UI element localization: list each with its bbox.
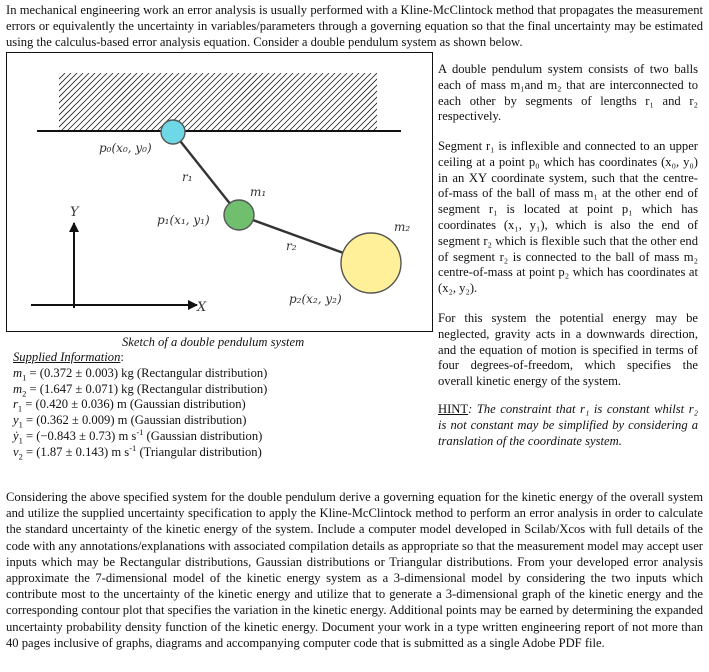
supplied-distribution: (Triangular distribution) [136, 444, 262, 459]
sketch-caption: Sketch of a double pendulum system [122, 335, 305, 349]
label-y-axis: Y [70, 205, 79, 220]
supplied-symbol: y [13, 413, 19, 428]
hatch-line [41, 71, 103, 133]
hatch-line [251, 71, 313, 133]
supplied-value: = (−0.843 ± 0.73) m s [22, 428, 137, 443]
hatch-line [131, 71, 193, 133]
label-m1: m₁ [250, 185, 267, 199]
hatch-line [71, 71, 133, 133]
hatch-line [383, 71, 434, 133]
hatch-line [7, 71, 13, 133]
task-paragraph: Considering the above specified system for the double pendulum derive a governing equation for the kinetic energy of the overall system and utilize the supplied uncertainty specification to apply the Kline-McClintock method to perform an error analysis in order to calculate the standard uncertainty of the kinetic energy of the system. Include a computer model developed in Scilab/Xcos with full details of the code with any annotations/explanations with associated compilation details as appropriate so that the measurement model may accept user inputs which may be Rectangular distributions, Gaussian distributions or Triangular distributions. From your developed error analysis approximate the 7-dimensional model of the kinetic energy system as a 3-dimensional model by considering the two inputs which contribute most to the uncertainty of the kinetic energy and utilize that to generate a 3-dimensional graph of the kinetic energy and the corresponding contour plot that specifies the variation in the kinetic energy. Additional points may be earned by determining the expanded uncertainty probability density function of the kinetic energy. Document your work in a type written engineering report of not more than 40 pages inclusive of graphs, diagrams and accompanying computer code that is submitted as a single Adobe PDF file. [6, 490, 704, 650]
supplied-symbol: m [13, 365, 23, 380]
hatch-line [389, 71, 434, 133]
hatch-line [7, 71, 31, 133]
supplied-value: = (0.372 ± 0.003) kg (Rectangular distribution) [26, 365, 268, 380]
pendulum-sketch [6, 52, 433, 332]
hatch-line [311, 71, 373, 133]
supplied-symbol: m [13, 381, 23, 396]
hatch-line [293, 71, 355, 133]
hatch-line [395, 71, 434, 133]
hatch-line [377, 71, 434, 133]
hatch-line [371, 71, 433, 133]
supplied-symbol: v [13, 444, 19, 459]
hatch-line [185, 71, 247, 133]
supplied-symbol: ẏ [13, 428, 19, 443]
hatch-line [269, 71, 331, 133]
hatch-line [233, 71, 295, 133]
label-p1: p₁(x₁, y₁) [157, 213, 210, 227]
hatch-line [7, 71, 49, 133]
hatch-line [347, 71, 409, 133]
supplied-value: = (1.87 ± 0.143) m s [22, 444, 130, 459]
ball-m1 [224, 200, 254, 230]
hint-label: HINT [438, 402, 469, 416]
hatch-line [401, 71, 434, 133]
supplied-subscript: 1 [17, 403, 23, 414]
supplied-heading: Supplied Information [13, 350, 121, 364]
hatch-line [95, 71, 157, 133]
hatch-line [341, 71, 403, 133]
label-r2: r₂ [286, 239, 297, 253]
hatch-line [197, 71, 259, 133]
hatch-line [17, 71, 79, 133]
ball-m2 [341, 233, 401, 293]
hatch-line [227, 71, 289, 133]
hatch-line [257, 71, 319, 133]
hatch-line [359, 71, 421, 133]
hatch-line [299, 71, 361, 133]
hatch-line [317, 71, 379, 133]
hatch-line [77, 71, 139, 133]
supplied-subscript: 2 [22, 388, 27, 399]
ceiling-hatch [7, 71, 434, 133]
hatch-line [7, 71, 67, 133]
supplied-heading-suffix: : [120, 350, 124, 364]
hatch-line [53, 71, 115, 133]
supplied-subscript: 1 [22, 372, 27, 383]
hatch-line [29, 71, 91, 133]
supplied-distribution: (Gaussian distribution) [143, 428, 263, 443]
hint-text: : The constraint that r₁ is constant whilst r₂ is not constant may be simplified by considering a translation of the coordinate system. [438, 402, 698, 448]
hatch-line [107, 71, 169, 133]
description-paragraph-2: Segment r₁ is inflexible and connected to an upper ceiling at a point p₀ which has coordinates (x₀, y₀) in an XY coordinate system, such that the centre-of-mass of the ball of mass m₁ at the other end of segment r₁ is located at point p₁ which has coordinates (x₁, y₁), which is also the end of segment r₂ which is flexible such that the other end of segment r₂ is connected to the ball of mass m₂ centre-of-mass at point p₂ which has coordinates at (x₂, y₂). [438, 139, 698, 296]
hatch-line [239, 71, 301, 133]
hatch-line [7, 71, 61, 133]
supplied-value: = (1.647 ± 0.071) kg (Rectangular distribution) [26, 381, 268, 396]
description-paragraph-1: A double pendulum system consists of two balls each of mass m₁and m₂ that are interconnected to each other by segments of lengths r₁ and r₂ respectively. [438, 62, 698, 124]
hatch-line [65, 71, 127, 133]
hatch-line [179, 71, 241, 133]
hatch-line [101, 71, 163, 133]
supplied-list [13, 366, 343, 461]
label-x-axis: X [197, 300, 207, 315]
hatch-line [7, 71, 19, 133]
hatch-line [305, 71, 367, 133]
hatch-line [23, 71, 85, 133]
supplied-subscript: 1 [18, 435, 23, 446]
hatch-line [287, 71, 349, 133]
hatch-line [191, 71, 253, 133]
hatch-line [35, 71, 97, 133]
supplied-item [13, 397, 343, 413]
hatch-line [47, 71, 109, 133]
supplied-item [13, 442, 343, 462]
hatch-line [353, 71, 415, 133]
hatch-line [203, 71, 265, 133]
supplied-item [13, 413, 343, 429]
supplied-item [13, 366, 343, 382]
hatch-line [263, 71, 325, 133]
supplied-item [13, 382, 343, 398]
label-m2: m₂ [394, 220, 411, 234]
supplied-heading-line [13, 350, 343, 366]
supplied-value: = (0.362 ± 0.009) m (Gaussian distribution) [22, 413, 247, 428]
hatch-line [59, 71, 121, 133]
intro-paragraph: In mechanical engineering work an error analysis is usually performed with a Kline-McClintock method that propagates the measurement errors or equivalently the uncertainty in variables/parameters through a governing equation so that the final uncertainty may be estimated using the calculus-based error analysis equation. Consider a double pendulum system as shown below. [6, 3, 703, 50]
label-p0: p₀(x₀, y₀) [99, 141, 152, 155]
supplied-value: = (0.420 ± 0.036) m (Gaussian distribution) [22, 397, 246, 412]
hatch-line [7, 71, 43, 133]
hatch-line [7, 71, 25, 133]
hatch-line [11, 71, 73, 133]
hatch-line [7, 71, 55, 133]
supplied-exponent: -1 [136, 426, 144, 437]
supplied-symbol: r [13, 397, 18, 412]
hatch-line [7, 71, 37, 133]
label-p2: p₂(x₂, y₂) [289, 292, 342, 306]
hatch-line [329, 71, 391, 133]
supplied-exponent: -1 [129, 442, 137, 453]
hatch-line [89, 71, 151, 133]
label-r1: r₁ [182, 170, 193, 184]
hatch-line [323, 71, 385, 133]
supplied-subscript: 1 [18, 419, 23, 430]
hatch-line [365, 71, 427, 133]
hatch-line [209, 71, 271, 133]
hatch-line [221, 71, 283, 133]
hint-paragraph [438, 402, 698, 449]
pendulum-diagram [7, 53, 434, 333]
pivot-p0 [161, 120, 185, 144]
supplied-information [13, 350, 343, 461]
hatch-line [245, 71, 307, 133]
hatch-line [335, 71, 397, 133]
hatch-line [275, 71, 337, 133]
hatch-line [83, 71, 145, 133]
description-paragraph-3: For this system the potential energy may be neglected, gravity acts in a downwards direction, and the equation of motion is specified in terms of four degrees-of-freedom, which specifies the overall kinetic energy of the system. [438, 311, 698, 389]
hatch-line [215, 71, 277, 133]
supplied-subscript: 2 [18, 451, 23, 462]
hatch-line [281, 71, 343, 133]
supplied-item [13, 426, 343, 446]
